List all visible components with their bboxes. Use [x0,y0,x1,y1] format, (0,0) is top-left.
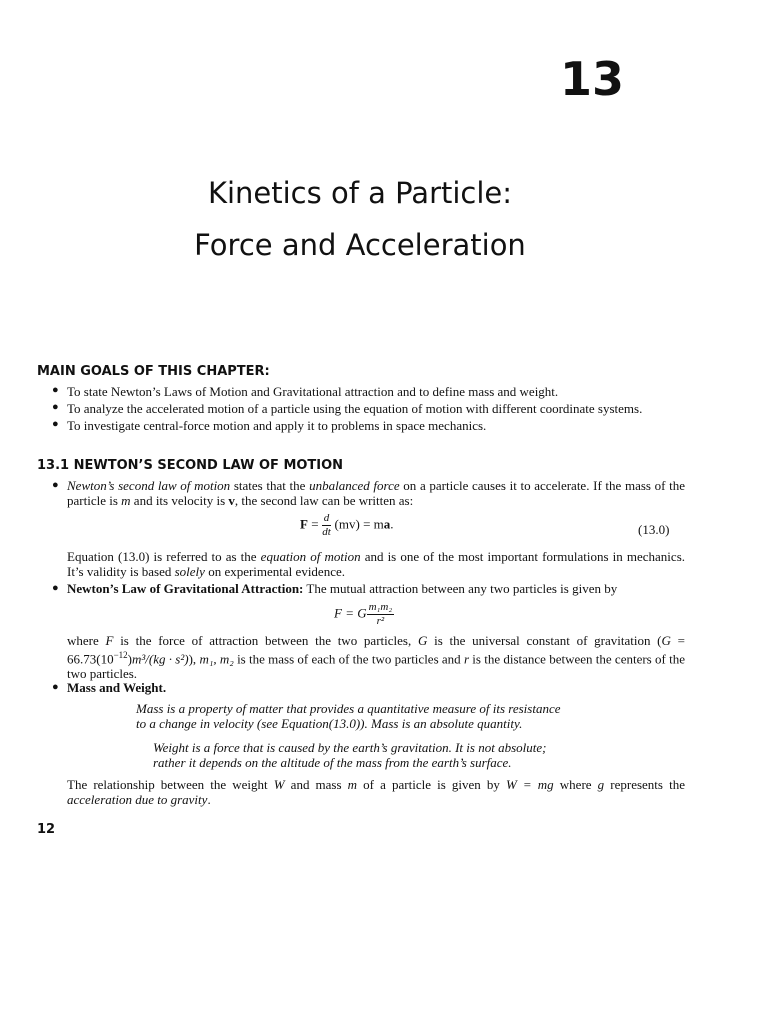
gravitation-description: where F is the force of attraction between the two particles, G is the universal constant of gravitation $(G = 66.73(10^{-12})m^3/(kg \cdot s^2))$, m₁, m₂ is the mass of each of the two particles and r is the distance between the centers of the two particles. [67,633,685,682]
goals-heading: MAIN GOALS OF THIS CHAPTER: [37,364,270,379]
goals-list [0,384,768,435]
second-law-text: Newton’s second law of motion states that the unbalanced force on a particle causes it to accelerate. If the mass of the particle is m and its velocity is v, the second law can be written as: [67,478,686,508]
list-item [0,418,768,435]
bullet-icon: ● [52,479,59,491]
goal-text: To state Newton’s Laws of Motion and Gravitational attraction and to define mass and weight. [67,384,559,399]
mass-definition: Mass is a property of matter that provides a quantitative measure of its resistance to a change in velocity (see Equation(13.0)). Mass is an absolute quantity. [136,701,561,731]
bullet-icon: ● [52,582,59,594]
chapter-title-line2: Force and Acceleration [194,228,526,262]
derivative-fraction: $\frac{d}{dt}$ [322,512,331,538]
equation-description: Equation (13.0) is referred to as the equation of motion and is one of the most important formulations in mechanics. It’s validity is based solely on experimental evidence. [67,549,685,579]
bullet-icon: ● [52,418,59,430]
weight-mass-relation: The relationship between the weight W and mass m of a particle is given by W = mg where g represents the acceleration due to gravity. [67,777,685,807]
bullet-icon: ● [52,401,59,413]
list-item [0,401,768,418]
chapter-title-line1: Kinetics of a Particle: [207,176,513,210]
mass-weight-heading: Mass and Weight. [67,680,167,695]
mass-over-r-fraction: $\frac{\text{m₁m₂}}{\text{r²}}$ [368,601,393,627]
gravitation-text: Newton’s Law of Gravitational Attraction: The mutual attraction between any two particles is given by [67,581,618,596]
chapter-number: 13 [560,52,625,106]
bullet-icon: ● [52,681,59,693]
equation-of-motion: F = $\frac{d}{dt}$ (mv) = ma. [300,512,394,538]
section-heading: 13.1 NEWTON’S SECOND LAW OF MOTION [37,458,344,473]
page-number: 12 [37,822,56,837]
bullet-icon: ● [52,384,59,396]
gravitation-equation: F = G $\frac{\text{m₁m₂}}{\text{r²}}$ [334,601,393,627]
weight-definition: Weight is a force that is caused by the earth’s gravitation. It is not absolute; rather it depends on the altitude of the mass from the earth’s surface. [153,740,547,770]
equation-number: (13.0) [638,522,670,537]
goal-text: To investigate central-force motion and apply it to problems in space mechanics. [67,418,487,433]
list-item [0,384,768,401]
goal-text: To analyze the accelerated motion of a particle using the equation of motion with different coordinate systems. [67,401,643,416]
